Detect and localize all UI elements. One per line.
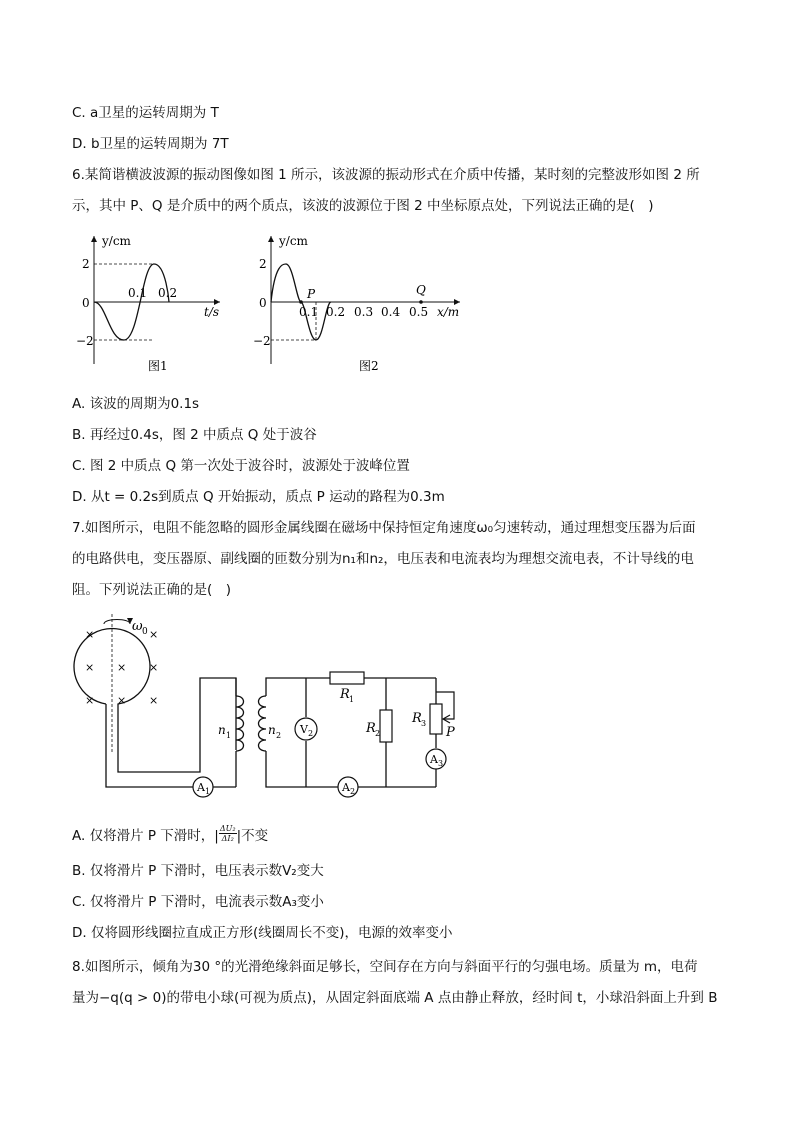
- rheostat-r3: [430, 704, 442, 734]
- q7-option-b: B. 仅将滑片 P 下滑时，电压表示数V₂变大: [72, 863, 324, 879]
- q6-fig2-point-q: [419, 300, 423, 304]
- svg-text:R: R: [366, 721, 376, 736]
- q8-stem-line1: 8.如图所示，倾角为30 °的光滑绝缘斜面足够长，空间存在方向与斜面平行的匀强电场。质量为 m，电荷: [72, 959, 698, 975]
- q6-fig1-ytick-0: 0: [82, 296, 90, 310]
- q5-option-d: D. b卫星的运转周期为 7T: [72, 136, 229, 152]
- q6-fig1-ytick-neg2: −2: [76, 334, 94, 348]
- q8-stem-line2: 量为−q(q > 0)的带电小球(可视为质点)，从固定斜面底端 A 点由静止释放，经时间 t，小球沿斜面上升到 B: [72, 990, 718, 1006]
- svg-text:×: ×: [117, 661, 127, 674]
- svg-text:2: 2: [308, 729, 314, 738]
- q6-fig2-xtick-0.5: 0.5: [409, 305, 429, 319]
- svg-text:A: A: [430, 753, 438, 766]
- q6-fig2-xlabel: x/m: [437, 305, 460, 319]
- n1-label: n: [218, 723, 226, 737]
- q6-fig2-caption: 图2: [359, 359, 379, 373]
- svg-text:3: 3: [438, 759, 444, 768]
- svg-text:2: 2: [350, 787, 356, 796]
- q6-fig2-label-q: Q: [416, 283, 426, 297]
- q6-stem-line1: 6.某简谐横波波源的振动图像如图 1 所示，该波源的振动形式在介质中传播，某时刻的完整波形如图 2 所: [72, 167, 700, 183]
- q6-fig2-xtick-0.2: 0.2: [326, 305, 346, 319]
- q7-stem-line3: 阻。下列说法正确的是( ): [72, 582, 232, 598]
- q6-fig2-xtick-0.4: 0.4: [381, 305, 401, 319]
- q7-option-c: C. 仅将滑片 P 下滑时，电流表示数A₃变小: [72, 894, 324, 910]
- q6-option-c: C. 图 2 中质点 Q 第一次处于波谷时，波源处于波峰位置: [72, 458, 410, 474]
- q7-option-d: D. 仅将圆形线圈拉直成正方形(线圈周长不变)，电源的效率变小: [72, 925, 453, 941]
- svg-text:2: 2: [276, 731, 282, 740]
- svg-text:1: 1: [349, 695, 355, 704]
- svg-text:×: ×: [85, 694, 95, 707]
- q6-fig2-point-p: [299, 300, 303, 304]
- svg-text:×: ×: [149, 628, 159, 641]
- svg-text:R: R: [412, 711, 422, 726]
- omega-label: ω: [132, 619, 143, 634]
- q6-fig1-xtick-0.2: 0.2: [158, 286, 178, 300]
- q6-figure-1: [78, 228, 238, 378]
- fraction-du2-di2: $\frac{\text{ΔU₂}}{\text{ΔI₂}}$: [219, 823, 236, 843]
- slider-p-label: P: [446, 725, 455, 740]
- q6-fig2-label-p: P: [307, 287, 316, 301]
- q6-fig2-xtick-0.3: 0.3: [354, 305, 374, 319]
- q7-option-a: A. 仅将滑片 P 下滑时，| $\frac{\text{ΔU₂}}{\text{ΔI₂}}$ |不变: [72, 823, 269, 844]
- q6-fig2-ytick-0: 0: [259, 296, 267, 310]
- q6-fig2-ytick-2: 2: [259, 257, 267, 271]
- svg-text:2: 2: [375, 729, 381, 738]
- q7-stem-line1: 7.如图所示，电阻不能忽略的圆形金属线圈在磁场中保持恒定角速度ω₀匀速转动，通过理想变压器为后面: [72, 520, 696, 536]
- magnetic-field-crosses: [85, 628, 158, 707]
- q6-option-d: D. 从t = 0.2s到质点 Q 开始振动，质点 P 运动的路程为0.3m: [72, 489, 445, 505]
- svg-text:3: 3: [421, 719, 427, 728]
- svg-text:V: V: [300, 723, 308, 736]
- q6-stem-line2: 示，其中 P、Q 是介质中的两个质点，该波的波源位于图 2 中坐标原点处，下列说法正确的是( ): [72, 198, 654, 214]
- resistor-r1: [330, 672, 364, 684]
- svg-text:×: ×: [85, 628, 95, 641]
- q6-fig1-xtick-0.1: 0.1: [128, 286, 148, 300]
- q6-fig1-caption: 图1: [148, 359, 168, 373]
- q6-fig2-ytick-neg2: −2: [253, 334, 271, 348]
- q6-fig2-ylabel: y/cm: [279, 234, 308, 248]
- svg-text:×: ×: [117, 694, 127, 707]
- q6-fig1-xlabel: t/s: [204, 305, 220, 319]
- svg-text:A: A: [197, 781, 205, 794]
- svg-text:×: ×: [149, 661, 159, 674]
- q7-stem-line2: 的电路供电，变压器原、副线圈的匝数分别为n₁和n₂，电压表和电流表均为理想交流电表，不计导线的电: [72, 551, 694, 567]
- secondary-coil: [259, 696, 267, 751]
- svg-text:A: A: [342, 781, 350, 794]
- q6-option-b: B. 再经过0.4s，图 2 中质点 Q 处于波谷: [72, 427, 317, 443]
- q6-option-a: A. 该波的周期为0.1s: [72, 396, 200, 412]
- svg-text:1: 1: [226, 731, 232, 740]
- resistor-r2: [380, 710, 392, 742]
- q5-option-c: C. a卫星的运转周期为 T: [72, 105, 219, 121]
- svg-text:×: ×: [85, 661, 95, 674]
- primary-coil: [236, 696, 244, 751]
- omega-subscript: 0: [142, 627, 148, 637]
- n2-label: n: [268, 723, 276, 737]
- svg-text:×: ×: [149, 694, 159, 707]
- q6-fig1-ylabel: y/cm: [102, 234, 131, 248]
- svg-text:1: 1: [205, 787, 211, 796]
- q6-fig1-ytick-2: 2: [82, 257, 90, 271]
- q6-figure-2: [255, 228, 470, 378]
- q7-circuit-diagram: [70, 612, 470, 807]
- q6-fig2-xtick-0.1: 0.1: [299, 305, 319, 319]
- svg-text:R: R: [340, 687, 350, 702]
